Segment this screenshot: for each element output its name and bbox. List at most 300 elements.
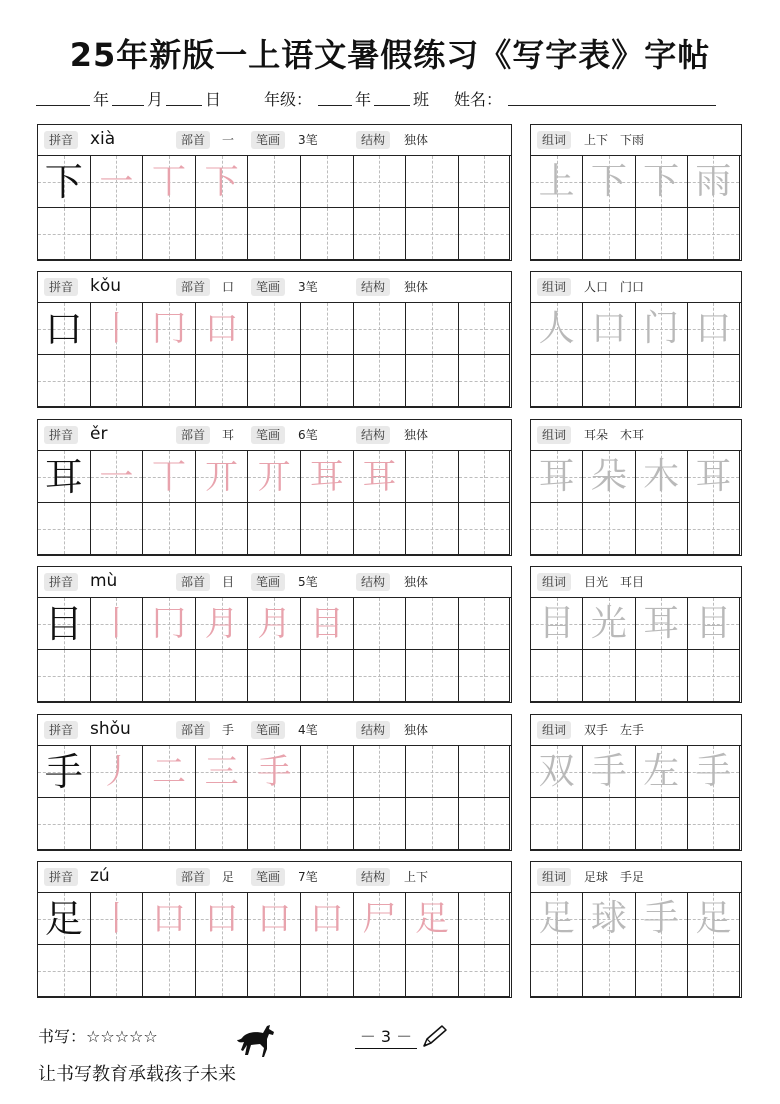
guide-line-vertical (222, 355, 223, 406)
writing-cell[interactable] (91, 598, 144, 650)
writing-cell[interactable] (301, 156, 354, 208)
pinyin-value: xià (90, 129, 116, 149)
writing-cell[interactable] (459, 451, 510, 503)
guide-line-vertical (116, 798, 117, 849)
stroke-order-step: 尸 (362, 899, 397, 939)
stroke-order-step: 一 (99, 457, 134, 497)
trace-character: 手 (695, 751, 732, 792)
writing-cell[interactable] (143, 746, 196, 798)
character-card (37, 124, 512, 261)
writing-cell[interactable] (301, 893, 354, 945)
writing-cell[interactable] (91, 746, 144, 798)
guide-line-vertical (609, 945, 610, 996)
strokes-tag: 笔画 (251, 278, 285, 296)
writing-cell[interactable] (248, 451, 301, 503)
word-cell[interactable] (531, 798, 583, 850)
character-card (37, 861, 512, 998)
guide-line-vertical (64, 355, 65, 406)
model-character: 耳 (44, 455, 83, 499)
word-cell[interactable] (531, 503, 583, 555)
word-cell[interactable] (636, 503, 688, 555)
word-cell[interactable] (688, 945, 740, 997)
word-cell[interactable] (531, 451, 583, 503)
page-number: － 3 － (359, 1027, 413, 1046)
writing-cell[interactable] (406, 156, 459, 208)
word-cell[interactable] (531, 598, 583, 650)
guide-line-vertical (609, 208, 610, 259)
word-cell[interactable] (583, 208, 635, 260)
writing-cell[interactable] (301, 746, 354, 798)
writing-cell[interactable] (354, 650, 407, 702)
word-cell[interactable] (531, 208, 583, 260)
guide-line-vertical (432, 650, 433, 701)
word-cell[interactable] (636, 893, 688, 945)
word-cell[interactable] (688, 303, 740, 355)
word-cell[interactable] (688, 798, 740, 850)
guide-line-vertical (222, 798, 223, 849)
word-cell[interactable] (636, 650, 688, 702)
guide-line-vertical (116, 945, 117, 996)
writing-cell[interactable] (196, 503, 249, 555)
guide-line-vertical (64, 208, 65, 259)
writing-cell[interactable] (91, 650, 144, 702)
guide-line-vertical (379, 156, 380, 207)
pinyin-tag: 拼音 (44, 868, 78, 886)
guide-line-vertical (661, 798, 662, 849)
guide-line-vertical (64, 650, 65, 701)
writing-cell[interactable] (354, 156, 407, 208)
words-value: 目光 耳目 (584, 575, 645, 589)
writing-cell[interactable] (406, 945, 459, 997)
word-cell[interactable] (583, 746, 635, 798)
guide-line-vertical (327, 156, 328, 207)
writing-cell[interactable] (196, 208, 249, 260)
writing-cell[interactable] (91, 945, 144, 997)
word-cell[interactable] (531, 945, 583, 997)
slogan: 让书写教育承载孩子未来 (38, 1064, 236, 1085)
writing-cell[interactable] (143, 451, 196, 503)
writing-cell[interactable] (406, 598, 459, 650)
word-cell[interactable] (531, 156, 583, 208)
writing-cell[interactable] (459, 355, 510, 407)
words-tag: 组词 (537, 573, 571, 591)
writing-cell[interactable] (143, 503, 196, 555)
words-value: 双手 左手 (584, 723, 645, 737)
strokes-value: 3笔 (298, 133, 318, 147)
trace-character: 口 (695, 308, 732, 349)
guide-line-vertical (661, 208, 662, 259)
writing-cell[interactable] (91, 355, 144, 407)
guide-line-vertical (432, 156, 433, 207)
guide-line-vertical (327, 650, 328, 701)
pinyin-tag: 拼音 (44, 278, 78, 296)
grade-year-label: 年 (355, 90, 372, 109)
radical-tag: 部首 (176, 868, 210, 886)
writing-cell[interactable] (248, 798, 301, 850)
writing-cell[interactable] (248, 208, 301, 260)
writing-cell[interactable] (91, 451, 144, 503)
word-cell[interactable] (688, 650, 740, 702)
writing-cell[interactable] (406, 355, 459, 407)
guide-line-vertical (327, 355, 328, 406)
writing-cell[interactable] (301, 303, 354, 355)
guide-line-vertical (169, 503, 170, 554)
writing-cell[interactable] (143, 798, 196, 850)
radical-value: 足 (222, 870, 235, 884)
words-tag: 组词 (537, 426, 571, 444)
word-cell[interactable] (583, 355, 635, 407)
guide-line-vertical (64, 503, 65, 554)
guide-line-vertical (169, 208, 170, 259)
writing-cell[interactable] (301, 503, 354, 555)
word-cell[interactable] (583, 598, 635, 650)
writing-cell[interactable] (38, 208, 91, 260)
guide-line-vertical (379, 650, 380, 701)
structure-value: 独体 (404, 428, 429, 442)
writing-cell[interactable] (248, 893, 301, 945)
writing-cell[interactable] (196, 156, 249, 208)
writing-cell[interactable] (196, 746, 249, 798)
guide-line-vertical (379, 798, 380, 849)
writing-cell[interactable] (459, 303, 510, 355)
writing-cell[interactable] (301, 355, 354, 407)
pinyin-tag: 拼音 (44, 573, 78, 591)
guide-line-vertical (609, 650, 610, 701)
writing-cell[interactable] (354, 746, 407, 798)
guide-line-vertical (379, 355, 380, 406)
strokes-tag: 笔画 (251, 131, 285, 149)
writing-cell[interactable] (406, 746, 459, 798)
writing-cell[interactable] (196, 303, 249, 355)
writing-cell[interactable] (248, 650, 301, 702)
guide-line-vertical (484, 156, 485, 207)
word-cell[interactable] (583, 945, 635, 997)
name-blank[interactable] (508, 105, 716, 106)
guide-line-vertical (379, 503, 380, 554)
writing-cell[interactable] (91, 503, 144, 555)
word-cell[interactable] (583, 156, 635, 208)
word-cell[interactable] (636, 303, 688, 355)
day-blank[interactable] (166, 105, 202, 106)
pinyin-value: mù (90, 571, 118, 591)
word-card (530, 566, 742, 703)
stroke-order-step: 手 (257, 752, 292, 792)
card-header (38, 125, 511, 156)
radical-value: 口 (222, 280, 235, 294)
writing-cell[interactable] (143, 945, 196, 997)
writing-cell[interactable] (196, 893, 249, 945)
writing-cell[interactable] (143, 303, 196, 355)
trace-character: 足 (538, 898, 575, 939)
words-tag: 组词 (537, 131, 571, 149)
writing-cell[interactable] (248, 156, 301, 208)
word-cell[interactable] (688, 208, 740, 260)
structure-value: 独体 (404, 723, 429, 737)
guide-line-vertical (661, 650, 662, 701)
month-label: 月 (147, 90, 164, 109)
structure-value: 独体 (404, 133, 429, 147)
writing-cell[interactable] (248, 503, 301, 555)
writing-cell[interactable] (196, 598, 249, 650)
writing-cell[interactable] (406, 208, 459, 260)
stroke-order-step: 丨 (99, 899, 134, 939)
trace-character: 手 (643, 898, 680, 939)
radical-value: 一 (222, 133, 235, 147)
writing-cell[interactable] (38, 451, 91, 503)
writing-cell[interactable] (459, 945, 510, 997)
guide-line-vertical (222, 208, 223, 259)
writing-cell[interactable] (38, 746, 91, 798)
guide-line-vertical (432, 303, 433, 354)
writing-cell[interactable] (459, 893, 510, 945)
guide-line-vertical (327, 303, 328, 354)
guide-line-vertical (484, 503, 485, 554)
writing-cell[interactable] (91, 798, 144, 850)
guide-line-vertical (222, 503, 223, 554)
word-cell[interactable] (636, 746, 688, 798)
trace-character: 雨 (695, 161, 732, 202)
writing-cell[interactable] (143, 208, 196, 260)
writing-cell[interactable] (406, 451, 459, 503)
writing-cell[interactable] (248, 355, 301, 407)
writing-cell[interactable] (406, 503, 459, 555)
word-cell[interactable] (688, 598, 740, 650)
guide-line-vertical (379, 746, 380, 797)
words-value: 耳朵 木耳 (584, 428, 645, 442)
writing-cell[interactable] (143, 598, 196, 650)
word-cell[interactable] (636, 798, 688, 850)
year-label: 年 (93, 90, 110, 109)
words-tag: 组词 (537, 721, 571, 739)
writing-cell[interactable] (38, 156, 91, 208)
writing-cell[interactable] (196, 945, 249, 997)
model-character: 足 (44, 897, 83, 941)
writing-cell[interactable] (301, 598, 354, 650)
writing-cell[interactable] (248, 746, 301, 798)
word-cell[interactable] (531, 355, 583, 407)
word-card (530, 714, 742, 851)
writing-cell[interactable] (38, 303, 91, 355)
pencil-icon (420, 1024, 448, 1050)
writing-cell[interactable] (354, 208, 407, 260)
writing-cell[interactable] (459, 156, 510, 208)
writing-cell[interactable] (354, 893, 407, 945)
word-cell[interactable] (688, 451, 740, 503)
writing-cell[interactable] (38, 355, 91, 407)
guide-line-vertical (274, 650, 275, 701)
word-cell[interactable] (583, 451, 635, 503)
structure-tag: 结构 (356, 131, 390, 149)
writing-cell[interactable] (143, 355, 196, 407)
guide-line-vertical (327, 208, 328, 259)
word-card-header (531, 125, 741, 156)
writing-cell[interactable] (143, 893, 196, 945)
writing-cell[interactable] (354, 798, 407, 850)
writing-cell[interactable] (38, 650, 91, 702)
guide-line-vertical (484, 451, 485, 502)
stroke-order-step: 冂 (151, 309, 186, 349)
guide-line-vertical (64, 798, 65, 849)
guide-line-vertical (557, 798, 558, 849)
writing-cell[interactable] (38, 945, 91, 997)
writing-cell[interactable] (38, 598, 91, 650)
word-cell[interactable] (636, 945, 688, 997)
day-label: 日 (205, 90, 222, 109)
trace-character: 朵 (590, 456, 627, 497)
stroke-order-step: 口 (257, 899, 292, 939)
word-cell[interactable] (636, 451, 688, 503)
writing-cell[interactable] (248, 945, 301, 997)
radical-value: 耳 (222, 428, 235, 442)
writing-cell[interactable] (459, 798, 510, 850)
writing-cell[interactable] (91, 303, 144, 355)
grade-blank[interactable] (318, 105, 352, 106)
trace-character: 双 (538, 751, 575, 792)
writing-cell[interactable] (196, 650, 249, 702)
word-cell[interactable] (688, 746, 740, 798)
class-label: 班 (413, 90, 430, 109)
page-title: 25年新版一上语文暑假练习《写字表》字帖 (69, 36, 711, 74)
guide-line-vertical (169, 650, 170, 701)
stroke-order-step: 足 (414, 899, 449, 939)
writing-cell[interactable] (459, 650, 510, 702)
writing-cell[interactable] (301, 650, 354, 702)
writing-cell[interactable] (38, 503, 91, 555)
guide-line-vertical (379, 303, 380, 354)
guide-line-vertical (557, 208, 558, 259)
guide-line-vertical (484, 208, 485, 259)
guide-line-vertical (64, 945, 65, 996)
pinyin-value: kǒu (90, 276, 122, 296)
writing-cell[interactable] (196, 451, 249, 503)
writing-cell[interactable] (459, 598, 510, 650)
card-header (38, 862, 511, 893)
word-cell[interactable] (688, 503, 740, 555)
guide-line-vertical (484, 355, 485, 406)
word-cell[interactable] (583, 893, 635, 945)
guide-line-vertical (222, 650, 223, 701)
guide-line-vertical (713, 503, 714, 554)
guide-line-vertical (432, 355, 433, 406)
word-cell[interactable] (531, 650, 583, 702)
year-blank[interactable] (36, 105, 90, 106)
word-cell[interactable] (636, 598, 688, 650)
writing-cell[interactable] (354, 355, 407, 407)
writing-cell[interactable] (301, 798, 354, 850)
class-blank[interactable] (374, 105, 410, 106)
guide-line-vertical (557, 503, 558, 554)
guide-line-vertical (379, 598, 380, 649)
trace-character: 下 (643, 161, 680, 202)
stroke-order-step: 丅 (151, 162, 186, 202)
writing-cell[interactable] (248, 303, 301, 355)
word-cell[interactable] (531, 893, 583, 945)
strokes-value: 5笔 (298, 575, 318, 589)
trace-character: 耳 (695, 456, 732, 497)
word-card-header (531, 567, 741, 598)
word-card (530, 419, 742, 556)
stroke-order-step: 丨 (99, 309, 134, 349)
structure-tag: 结构 (356, 868, 390, 886)
words-tag: 组词 (537, 278, 571, 296)
trace-character: 耳 (643, 603, 680, 644)
word-cell[interactable] (636, 208, 688, 260)
word-cell[interactable] (688, 156, 740, 208)
writing-cell[interactable] (406, 303, 459, 355)
writing-cell[interactable] (459, 503, 510, 555)
guide-line-vertical (432, 451, 433, 502)
radical-tag: 部首 (176, 426, 210, 444)
word-cell[interactable] (583, 503, 635, 555)
model-character: 手 (44, 750, 83, 794)
word-cell[interactable] (688, 893, 740, 945)
writing-cell[interactable] (38, 798, 91, 850)
strokes-value: 3笔 (298, 280, 318, 294)
pinyin-tag: 拼音 (44, 721, 78, 739)
word-cell[interactable] (531, 303, 583, 355)
writing-cell[interactable] (459, 746, 510, 798)
structure-tag: 结构 (356, 573, 390, 591)
guide-line-vertical (661, 945, 662, 996)
strokes-tag: 笔画 (251, 573, 285, 591)
writing-cell[interactable] (91, 208, 144, 260)
guide-line-vertical (169, 945, 170, 996)
writing-cell[interactable] (143, 156, 196, 208)
pinyin-tag: 拼音 (44, 131, 78, 149)
writing-cell[interactable] (248, 598, 301, 650)
guide-line-vertical (116, 355, 117, 406)
word-cell[interactable] (636, 355, 688, 407)
writing-rating: 书写：☆☆☆☆☆ (38, 1027, 158, 1046)
strokes-value: 6笔 (298, 428, 318, 442)
writing-cell[interactable] (301, 451, 354, 503)
writing-cell[interactable] (354, 303, 407, 355)
guide-line-vertical (432, 598, 433, 649)
writing-cell[interactable] (196, 798, 249, 850)
word-cell[interactable] (583, 650, 635, 702)
writing-cell[interactable] (196, 355, 249, 407)
trace-character: 耳 (538, 456, 575, 497)
name-label: 姓名： (454, 90, 503, 109)
writing-cell[interactable] (143, 650, 196, 702)
writing-cell[interactable] (406, 650, 459, 702)
writing-cell[interactable] (301, 945, 354, 997)
month-blank[interactable] (112, 105, 144, 106)
writing-cell[interactable] (354, 451, 407, 503)
word-cell[interactable] (688, 355, 740, 407)
writing-cell[interactable] (354, 503, 407, 555)
guide-line-vertical (661, 355, 662, 406)
writing-cell[interactable] (38, 893, 91, 945)
guide-line-vertical (713, 650, 714, 701)
writing-cell[interactable] (459, 208, 510, 260)
writing-cell[interactable] (301, 208, 354, 260)
writing-cell[interactable] (406, 798, 459, 850)
guide-line-vertical (432, 208, 433, 259)
writing-cell[interactable] (91, 893, 144, 945)
stroke-order-step: 口 (204, 899, 239, 939)
word-cell[interactable] (583, 798, 635, 850)
writing-cell[interactable] (91, 156, 144, 208)
writing-cell[interactable] (406, 893, 459, 945)
word-cell[interactable] (583, 303, 635, 355)
writing-cell[interactable] (354, 598, 407, 650)
stroke-order-step: 耳 (309, 457, 344, 497)
word-cell[interactable] (531, 746, 583, 798)
word-cell[interactable] (636, 156, 688, 208)
writing-cell[interactable] (354, 945, 407, 997)
guide-line-vertical (557, 650, 558, 701)
